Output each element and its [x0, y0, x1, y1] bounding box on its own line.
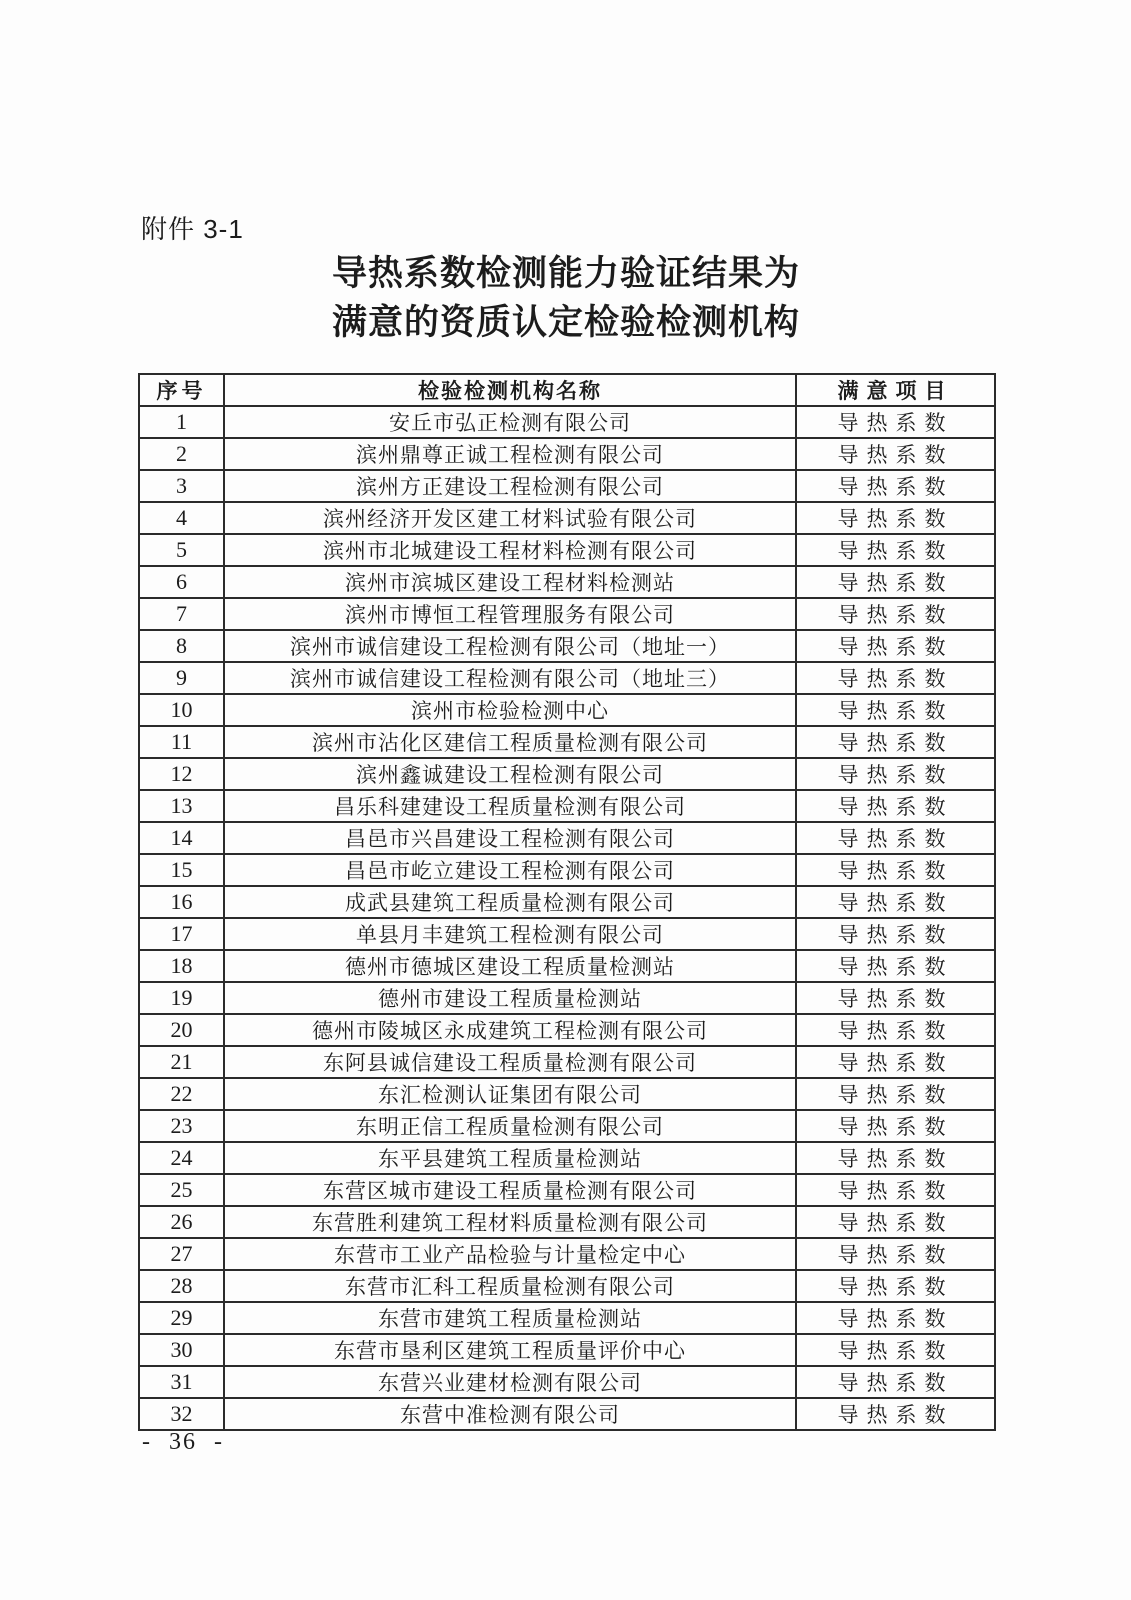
document-title-line-2: 满意的资质认定检验检测机构	[331, 303, 800, 342]
satisfactory-item-cell: 导热系数	[796, 1046, 995, 1078]
satisfactory-item-cell: 导热系数	[796, 822, 995, 854]
satisfactory-item-cell: 导热系数	[796, 726, 995, 758]
row-number-cell: 13	[139, 790, 224, 822]
row-number-cell: 24	[139, 1142, 224, 1174]
row-number-cell: 17	[139, 918, 224, 950]
row-number-cell: 25	[139, 1174, 224, 1206]
document-title-line-1: 导热系数检测能力验证结果为	[331, 254, 800, 293]
institution-name-cell: 滨州市博恒工程管理服务有限公司	[224, 598, 796, 630]
satisfactory-item-cell: 导热系数	[796, 1110, 995, 1142]
header-cell-name: 检验检测机构名称	[224, 374, 796, 406]
table-row	[139, 918, 995, 950]
institution-name-cell: 东平县建筑工程质量检测站	[224, 1142, 796, 1174]
row-number-cell: 28	[139, 1270, 224, 1302]
institution-name-cell: 滨州市诚信建设工程检测有限公司（地址一）	[224, 630, 796, 662]
row-number-cell: 29	[139, 1302, 224, 1334]
table-row	[139, 1270, 995, 1302]
institution-name-cell: 德州市陵城区永成建筑工程检测有限公司	[224, 1014, 796, 1046]
table-row	[139, 630, 995, 662]
row-number-cell: 19	[139, 982, 224, 1014]
table-row	[139, 694, 995, 726]
document-title	[138, 249, 994, 347]
institution-name-cell: 滨州鑫诚建设工程检测有限公司	[224, 758, 796, 790]
satisfactory-item-cell: 导热系数	[796, 630, 995, 662]
row-number-cell: 31	[139, 1366, 224, 1398]
institution-name-cell: 东营市汇科工程质量检测有限公司	[224, 1270, 796, 1302]
row-number-cell: 30	[139, 1334, 224, 1366]
attachment-label: 附件 3-1	[141, 214, 244, 244]
page-number: - 36 -	[142, 1429, 224, 1455]
row-number-cell: 8	[139, 630, 224, 662]
institution-name-cell: 滨州市检验检测中心	[224, 694, 796, 726]
row-number-cell: 14	[139, 822, 224, 854]
table-row	[139, 1302, 995, 1334]
table-body	[139, 406, 995, 1430]
institution-name-cell: 昌邑市屹立建设工程检测有限公司	[224, 854, 796, 886]
institution-name-cell: 滨州方正建设工程检测有限公司	[224, 470, 796, 502]
satisfactory-item-cell: 导热系数	[796, 534, 995, 566]
table-row	[139, 1078, 995, 1110]
table-row	[139, 1014, 995, 1046]
table-row	[139, 662, 995, 694]
institution-name-cell: 东营市建筑工程质量检测站	[224, 1302, 796, 1334]
satisfactory-item-cell: 导热系数	[796, 406, 995, 438]
table-row	[139, 1238, 995, 1270]
institution-name-cell: 单县月丰建筑工程检测有限公司	[224, 918, 796, 950]
institution-name-cell: 滨州市北城建设工程材料检测有限公司	[224, 534, 796, 566]
table-row	[139, 1174, 995, 1206]
row-number-cell: 21	[139, 1046, 224, 1078]
table-row	[139, 598, 995, 630]
satisfactory-item-cell: 导热系数	[796, 502, 995, 534]
table-row	[139, 1142, 995, 1174]
satisfactory-item-cell: 导热系数	[796, 1334, 995, 1366]
results-table	[138, 373, 996, 1431]
table-row	[139, 790, 995, 822]
satisfactory-item-cell: 导热系数	[796, 1078, 995, 1110]
table-row	[139, 406, 995, 438]
institution-name-cell: 滨州市诚信建设工程检测有限公司（地址三）	[224, 662, 796, 694]
institution-name-cell: 东营市工业产品检验与计量检定中心	[224, 1238, 796, 1270]
institution-name-cell: 德州市建设工程质量检测站	[224, 982, 796, 1014]
institution-name-cell: 安丘市弘正检测有限公司	[224, 406, 796, 438]
satisfactory-item-cell: 导热系数	[796, 662, 995, 694]
row-number-cell: 3	[139, 470, 224, 502]
satisfactory-item-cell: 导热系数	[796, 566, 995, 598]
row-number-cell: 22	[139, 1078, 224, 1110]
institution-name-cell: 昌邑市兴昌建设工程检测有限公司	[224, 822, 796, 854]
table-row	[139, 502, 995, 534]
institution-name-cell: 东营市垦利区建筑工程质量评价中心	[224, 1334, 796, 1366]
table-row	[139, 1206, 995, 1238]
header-cell-item: 满意项目	[796, 374, 995, 406]
row-number-cell: 6	[139, 566, 224, 598]
satisfactory-item-cell: 导热系数	[796, 598, 995, 630]
satisfactory-item-cell: 导热系数	[796, 1398, 995, 1430]
satisfactory-item-cell: 导热系数	[796, 1174, 995, 1206]
institution-name-cell: 昌乐科建建设工程质量检测有限公司	[224, 790, 796, 822]
row-number-cell: 7	[139, 598, 224, 630]
satisfactory-item-cell: 导热系数	[796, 950, 995, 982]
institution-name-cell: 德州市德城区建设工程质量检测站	[224, 950, 796, 982]
satisfactory-item-cell: 导热系数	[796, 982, 995, 1014]
satisfactory-item-cell: 导热系数	[796, 1302, 995, 1334]
satisfactory-item-cell: 导热系数	[796, 1238, 995, 1270]
row-number-cell: 16	[139, 886, 224, 918]
satisfactory-item-cell: 导热系数	[796, 918, 995, 950]
row-number-cell: 27	[139, 1238, 224, 1270]
table-row	[139, 886, 995, 918]
institution-name-cell: 滨州市滨城区建设工程材料检测站	[224, 566, 796, 598]
row-number-cell: 26	[139, 1206, 224, 1238]
row-number-cell: 5	[139, 534, 224, 566]
row-number-cell: 11	[139, 726, 224, 758]
institution-name-cell: 东营兴业建材检测有限公司	[224, 1366, 796, 1398]
table-row	[139, 438, 995, 470]
header-cell-no: 序号	[139, 374, 224, 406]
table-row	[139, 950, 995, 982]
table-row	[139, 566, 995, 598]
table-row	[139, 726, 995, 758]
table-row	[139, 1334, 995, 1366]
institution-name-cell: 滨州市沾化区建信工程质量检测有限公司	[224, 726, 796, 758]
row-number-cell: 23	[139, 1110, 224, 1142]
row-number-cell: 4	[139, 502, 224, 534]
satisfactory-item-cell: 导热系数	[796, 694, 995, 726]
institution-name-cell: 滨州经济开发区建工材料试验有限公司	[224, 502, 796, 534]
table-row	[139, 1110, 995, 1142]
row-number-cell: 32	[139, 1398, 224, 1430]
row-number-cell: 15	[139, 854, 224, 886]
table-row	[139, 470, 995, 502]
table-row	[139, 822, 995, 854]
institution-name-cell: 东阿县诚信建设工程质量检测有限公司	[224, 1046, 796, 1078]
row-number-cell: 2	[139, 438, 224, 470]
institution-name-cell: 东明正信工程质量检测有限公司	[224, 1110, 796, 1142]
satisfactory-item-cell: 导热系数	[796, 438, 995, 470]
satisfactory-item-cell: 导热系数	[796, 470, 995, 502]
table-row	[139, 534, 995, 566]
satisfactory-item-cell: 导热系数	[796, 1366, 995, 1398]
satisfactory-item-cell: 导热系数	[796, 790, 995, 822]
institution-name-cell: 成武县建筑工程质量检测有限公司	[224, 886, 796, 918]
institution-name-cell: 东营胜利建筑工程材料质量检测有限公司	[224, 1206, 796, 1238]
table-row	[139, 982, 995, 1014]
table-row	[139, 1398, 995, 1430]
institution-name-cell: 滨州鼎尊正诚工程检测有限公司	[224, 438, 796, 470]
satisfactory-item-cell: 导热系数	[796, 1014, 995, 1046]
table-row	[139, 854, 995, 886]
table-row	[139, 1366, 995, 1398]
institution-name-cell: 东汇检测认证集团有限公司	[224, 1078, 796, 1110]
institution-name-cell: 东营中准检测有限公司	[224, 1398, 796, 1430]
institution-name-cell: 东营区城市建设工程质量检测有限公司	[224, 1174, 796, 1206]
row-number-cell: 18	[139, 950, 224, 982]
row-number-cell: 20	[139, 1014, 224, 1046]
satisfactory-item-cell: 导热系数	[796, 1270, 995, 1302]
row-number-cell: 1	[139, 406, 224, 438]
results-table-header	[139, 374, 995, 406]
satisfactory-item-cell: 导热系数	[796, 1142, 995, 1174]
satisfactory-item-cell: 导热系数	[796, 1206, 995, 1238]
row-number-cell: 9	[139, 662, 224, 694]
header-row	[139, 374, 995, 406]
satisfactory-item-cell: 导热系数	[796, 854, 995, 886]
row-number-cell: 12	[139, 758, 224, 790]
row-number-cell: 10	[139, 694, 224, 726]
table-row	[139, 1046, 995, 1078]
table-row	[139, 758, 995, 790]
satisfactory-item-cell: 导热系数	[796, 758, 995, 790]
satisfactory-item-cell: 导热系数	[796, 886, 995, 918]
